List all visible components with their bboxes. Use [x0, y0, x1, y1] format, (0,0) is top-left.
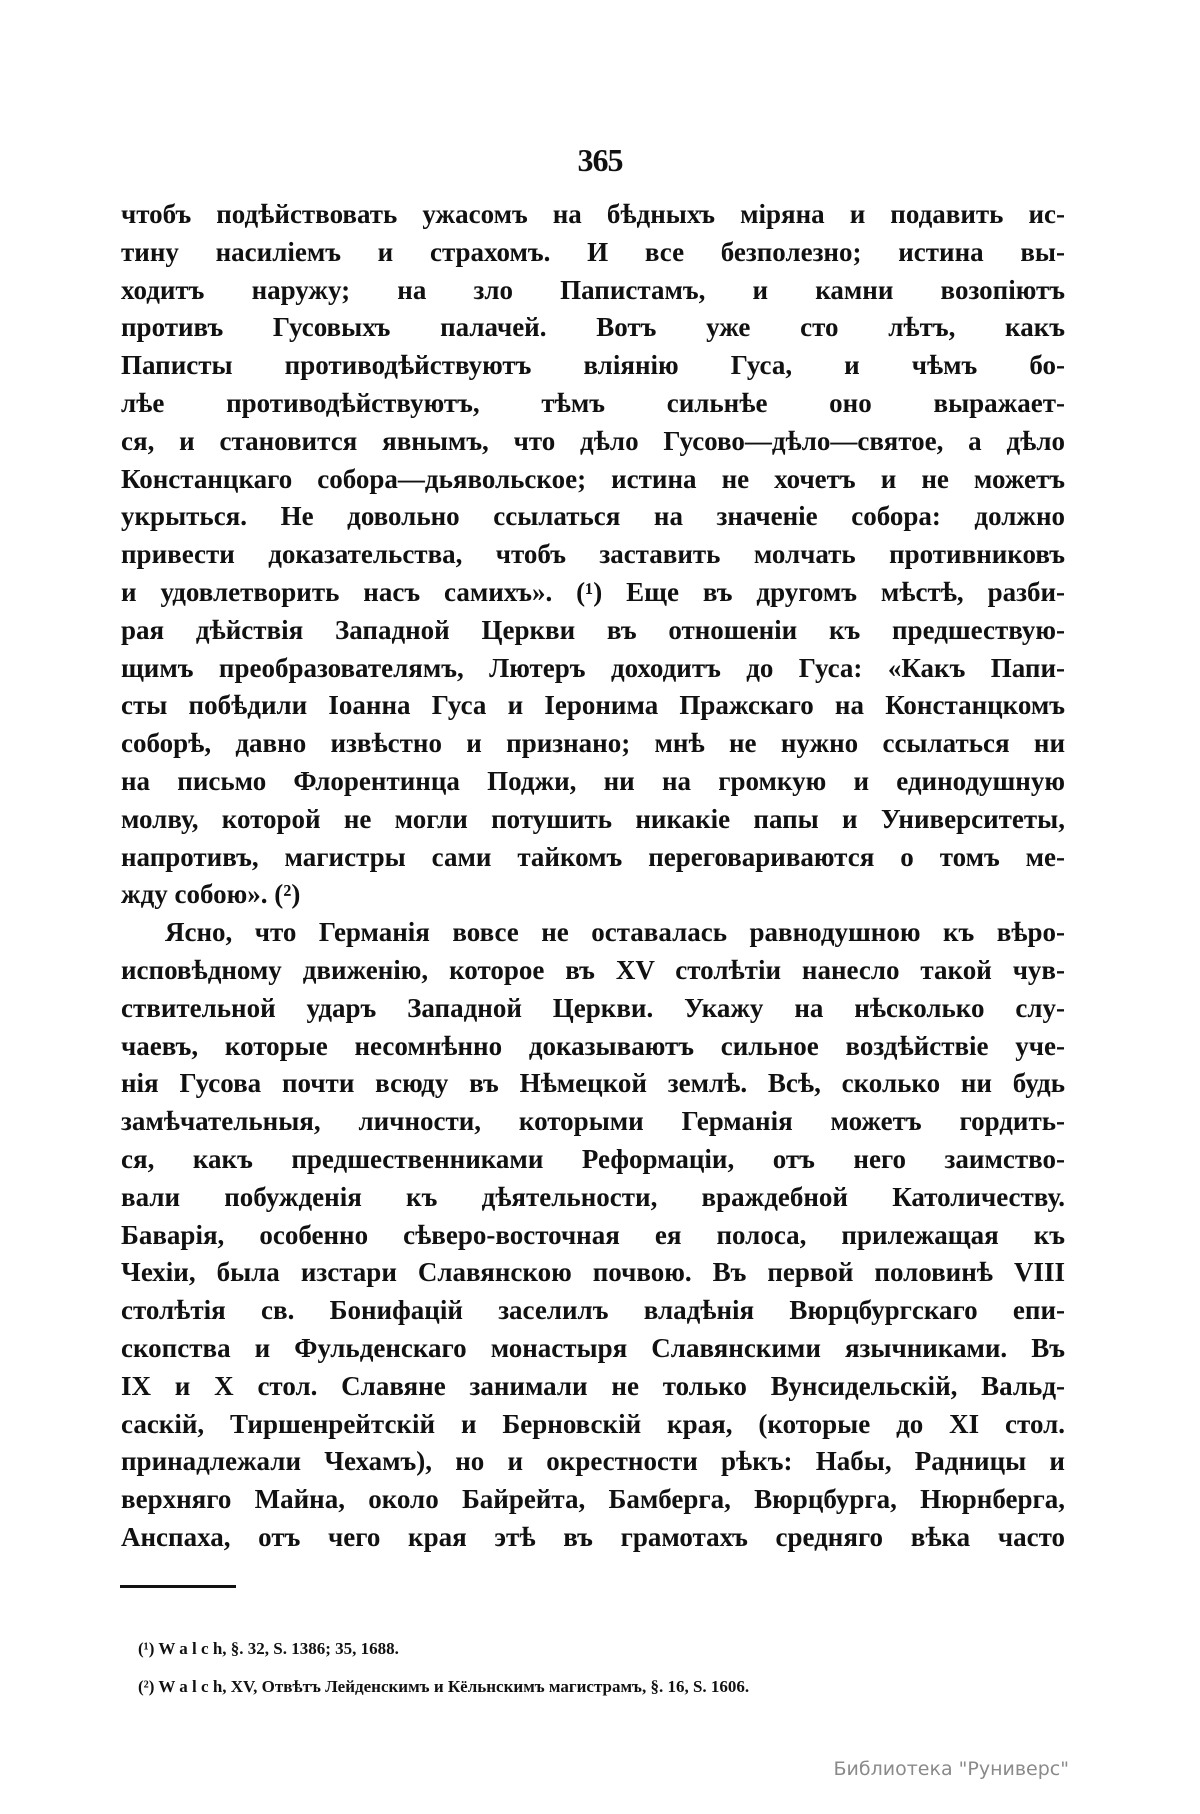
text-line: молву, которой не могли потушить никакіе папы и Университеты,	[121, 803, 1065, 834]
text-line: сты побѣдили Іоанна Гуса и Іеронима Пражскаго на Констанцкомъ	[121, 690, 1065, 721]
text-line: скопства и Фульденскаго монастыря Славянскими язычниками. Въ	[121, 1332, 1065, 1363]
text-line: Паписты противодѣйствуютъ вліянію Гуса, и чѣмъ бо-	[121, 350, 1065, 381]
footnote-2: (²) W a l c h, XV, Отвѣтъ Лейденскимъ и Кёльнскимъ магистрамъ, §. 16, S. 1606.	[138, 1677, 750, 1696]
text-line: лѣе противодѣйствуютъ, тѣмъ сильнѣе оно выражает-	[121, 387, 1065, 418]
text-line: принадлежали Чехамъ), но и окрестности рѣкъ: Набы, Радницы и	[121, 1446, 1065, 1477]
text-line: противъ Гусовыхъ палачей. Вотъ уже сто лѣтъ, какъ	[121, 312, 1065, 343]
text-line: ся, какъ предшественниками Реформаціи, отъ него заимство-	[121, 1143, 1065, 1174]
text-line: рая дѣйствія Западной Церкви въ отношеніи къ предшествую-	[121, 614, 1065, 645]
text-line: жду собою». (²)	[121, 879, 301, 910]
text-line: Чехіи, была изстари Славянскою почвою. Въ первой половинѣ VIII	[121, 1257, 1065, 1288]
text-line: привести доказательства, чтобъ заставить молчать противниковъ	[121, 539, 1065, 570]
text-line: нія Гусова почти всюду въ Нѣмецкой землѣ. Всѣ, сколько ни будь	[121, 1068, 1065, 1099]
page-number: 365	[577, 142, 623, 178]
text-line: чаевъ, которые несомнѣнно доказываютъ сильное воздѣйствіе уче-	[121, 1030, 1065, 1061]
text-line: напротивъ, магистры сами тайкомъ переговариваются о томъ ме-	[121, 841, 1065, 872]
text-line: укрыться. Не довольно ссылаться на значеніе собора: должно	[121, 501, 1065, 532]
library-watermark: Библиотека "Руниверс"	[833, 1758, 1069, 1780]
text-line: на письмо Флорентинца Поджи, ни на громкую и единодушную	[121, 765, 1065, 796]
text-line: Констанцкаго собора—дьявольское; истина не хочетъ и не можетъ	[121, 463, 1065, 494]
text-line: ходитъ наружу; на зло Папистамъ, и камни возопіютъ	[121, 274, 1065, 305]
footnote-1: (¹) W a l c h, §. 32, S. 1386; 35, 1688.	[138, 1639, 399, 1658]
text-line: тину насиліемъ и страхомъ. И все безполезно; истина вы-	[121, 236, 1065, 267]
text-line: Анспаха, отъ чего края этѣ въ грамотахъ средняго вѣка часто	[121, 1521, 1065, 1552]
footnotes	[138, 1630, 749, 1706]
text-line: Ясно, что Германія вовсе не оставалась равнодушною къ вѣро-	[165, 917, 1065, 948]
text-line: соборѣ, давно извѣстно и признано; мнѣ не нужно ссылаться ни	[121, 728, 1065, 759]
text-line: IX и X стол. Славяне занимали не только Вунсидельскій, Вальд-	[121, 1370, 1065, 1401]
text-line: Баварія, особенно сѣверо-восточная ея полоса, прилежащая къ	[121, 1219, 1065, 1250]
text-line: щимъ преобразователямъ, Лютеръ доходитъ до Гуса: «Какъ Папи-	[121, 652, 1065, 683]
text-line: ствительной ударъ Западной Церкви. Укажу на нѣсколько слу-	[121, 992, 1065, 1023]
text-line: саскій, Тиршенрейтскій и Берновскій края, (которые до XI стол.	[121, 1408, 1065, 1439]
footnote-divider	[120, 1585, 236, 1588]
text-line: столѣтія св. Бонифацій заселилъ владѣнія Вюрцбургскаго епи-	[121, 1295, 1065, 1326]
text-line: чтобъ подѣйствовать ужасомъ на бѣдныхъ міряна и подавить ис-	[121, 199, 1065, 229]
text-line: вали побужденія къ дѣятельности, враждебной Католичеству.	[121, 1181, 1065, 1212]
body-text	[121, 196, 1065, 1557]
text-line: верхняго Майна, около Байрейта, Бамберга, Вюрцбурга, Нюрнберга,	[121, 1484, 1065, 1515]
text-line: ся, и становится явнымъ, что дѣло Гусово—дѣло—святое, а дѣло	[121, 425, 1065, 456]
text-line: замѣчательныя, личности, которыми Германія можетъ гордить-	[121, 1106, 1065, 1137]
text-line: и удовлетворить насъ самихъ». (¹) Еще въ другомъ мѣстѣ, разби-	[121, 576, 1065, 607]
text-line: исповѣдному движенію, которое въ XV столѣтіи нанесло такой чув-	[121, 954, 1065, 985]
